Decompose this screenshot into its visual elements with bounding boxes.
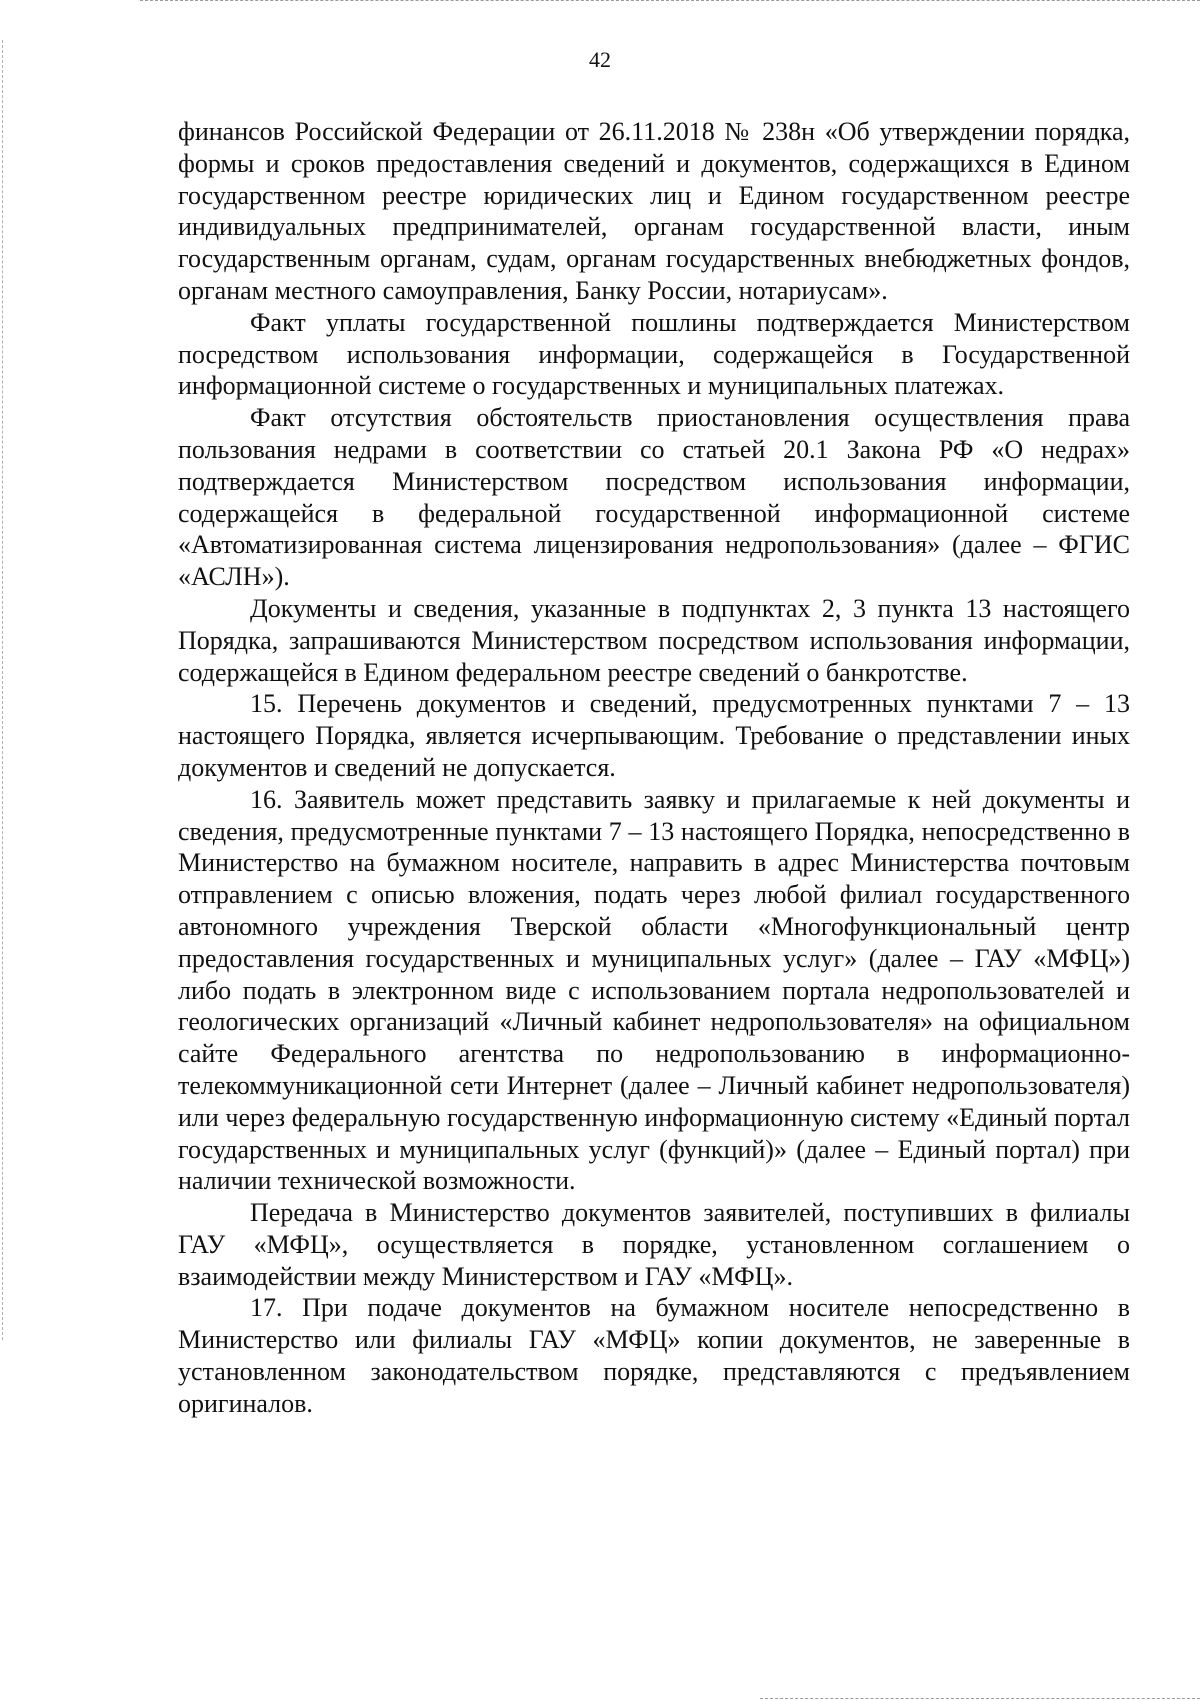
scan-artifact-bottom-line <box>760 1698 1200 1699</box>
page-number: 42 <box>589 47 611 72</box>
document-body <box>178 116 1130 1420</box>
paragraph-mfc-transfer: Передача в Министерство документов заявителей, поступивших в филиалы ГАУ «МФЦ», осуществляется в порядке, установленном соглашением о взаимодействии между Министерством и ГАУ «МФЦ». <box>178 1198 1130 1291</box>
paragraph-bankruptcy-registry: Документы и сведения, указанные в подпунктах 2, 3 пункта 13 настоящего Порядка, запрашиваются Министерством посредством использования информации, содержащейся в Едином федеральном реестре сведений о банкротстве. <box>178 593 1130 687</box>
paragraph-subsoil-rights: Факт отсутствия обстоятельств приостановления осуществления права пользования недрами в соответствии со статьей 20.1 Закона РФ «О недрах» подтверждается Министерством посредством использования информации, содержащейся в федеральной государственной информационной системе «Автоматизированная система лицензирования недропользования» (далее – ФГИС «АСЛН»). <box>178 403 1130 592</box>
paragraph-continuation: финансов Российской Федерации от 26.11.2018 № 238н «Об утверждении порядка, формы и сроков предоставления сведений и документов, содержащихся в Едином государственном реестре юридических лиц и Едином государственном реестре индивидуальных предпринимателей, органам государственной власти, иным государственным органам, судам, органам государственных внебюджетных фондов, органам местного самоуправления, Банку России, нотариусам». <box>178 117 1130 305</box>
paragraph-item-17: 17. При подаче документов на бумажном носителе непосредственно в Министерство или филиалы ГАУ «МФЦ» копии документов, не заверенные в установленном законодательством порядке, представляются с предъявлением оригиналов. <box>178 1293 1130 1418</box>
scan-artifact-left-edge <box>2 40 3 1340</box>
scan-artifact-top-line <box>140 0 1200 1</box>
paragraph-item-16: 16. Заявитель может представить заявку и прилагаемые к ней документы и сведения, предусмотренные пунктами 7 – 13 настоящего Порядка, непосредственно в Министерство на бумажном носителе, направить в адрес Министерства почтовым отправлением с описью вложения, подать через любой филиал государственного автономного учреждения Тверской области «Многофункциональный центр предоставления государственных и муниципальных услуг» (далее – ГАУ «МФЦ») либо подать в электронном виде с использованием портала недропользователей и геологических организаций «Личный кабинет недропользователя» на официальном сайте Федерального агентства по недропользованию в информационно-телекоммуникационной сети Интернет (далее – Личный кабинет недропользователя) или через федеральную государственную информационную систему «Единый портал государственных и муниципальных услуг (функций)» (далее – Единый портал) при наличии технической возможности. <box>178 784 1130 1196</box>
paragraph-item-15: 15. Перечень документов и сведений, предусмотренных пунктами 7 – 13 настоящего Порядка, является исчерпывающим. Требование о представлении иных документов и сведений не допускается. <box>178 689 1130 782</box>
paragraph-state-fee: Факт уплаты государственной пошлины подтверждается Министерством посредством использования информации, содержащейся в Государственной информационной системе о государственных и муниципальных платежах. <box>178 307 1130 401</box>
